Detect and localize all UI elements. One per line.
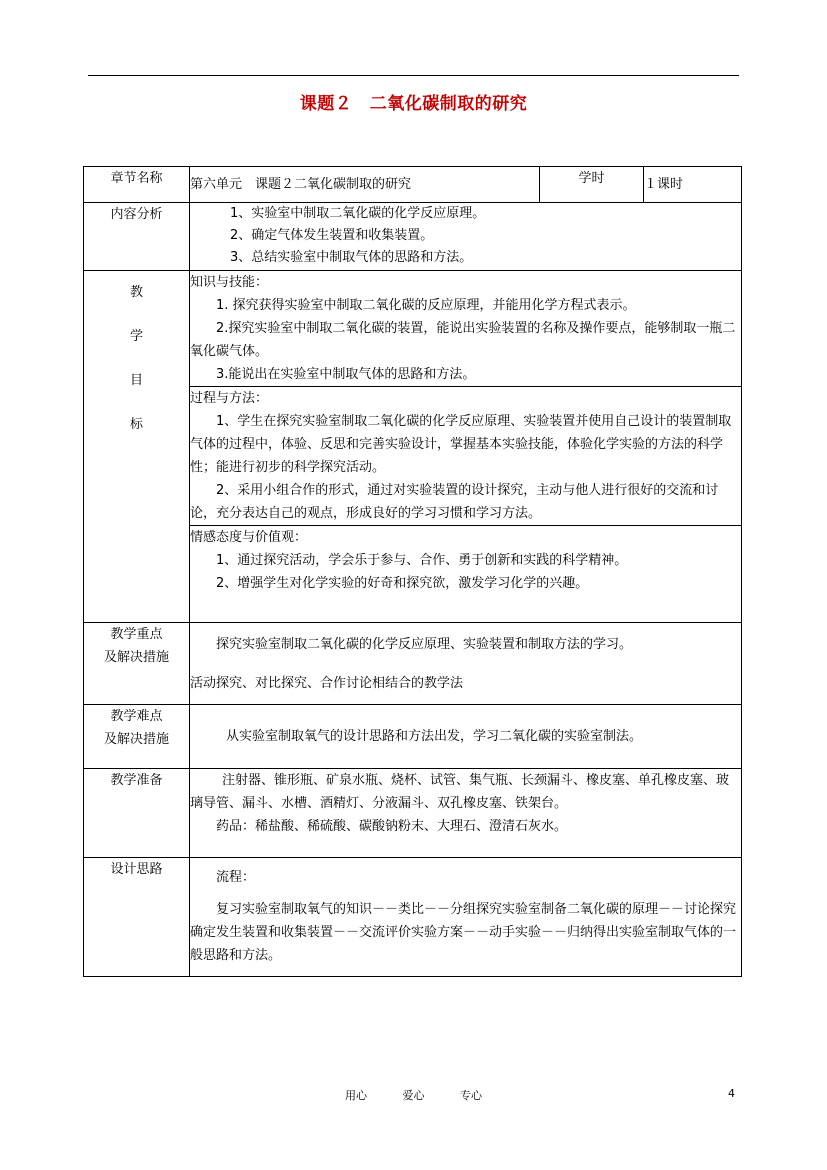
goals-label-char: 标 — [129, 417, 143, 432]
difficulties-text: 从实验室制取氧气的设计思路和方法出发，学习二氧化碳的实验室制法。 — [226, 729, 643, 744]
process-cell — [190, 387, 742, 526]
page-footer — [0, 1087, 827, 1103]
key-points-label-line: 及解决措施 — [103, 650, 169, 665]
content-analysis-label: 内容分析 — [84, 203, 190, 271]
knowledge-item: 2.探究实验室中制取二氧化碳的装置，能说出实验装置的名称及操作要点，能够制取一瓶二氧化碳气体。 — [190, 321, 736, 359]
chapter-label: 章节名称 — [84, 167, 190, 203]
process-item: 2、采用小组合作的形式，通过对实验装置的设计探究，主动与他人进行很好的交流和讨论，充分表达自己的观点，形成良好的学习习惯和学习方法。 — [190, 483, 719, 521]
goal-knowledge-row — [84, 271, 742, 387]
design-cell — [190, 858, 742, 977]
analysis-item: 1、实验室中制取二氧化碳的化学反应原理。 — [230, 206, 486, 221]
key-points-method: 活动探究、对比探究、合作讨论相结合的教学法 — [190, 675, 464, 691]
difficulties-cell — [190, 705, 742, 769]
chapter-value: 第六单元 课题２二氧化碳制取的研究 — [190, 167, 540, 203]
knowledge-item: 3.能说出在实验室中制取气体的思路和方法。 — [216, 367, 476, 382]
content-analysis-row — [84, 203, 742, 271]
difficulties-label-line: 及解决措施 — [103, 732, 169, 747]
design-label: 设计思路 — [84, 858, 190, 977]
key-points-cell — [190, 623, 742, 705]
goals-label-char: 教 — [129, 285, 143, 300]
page-number: 4 — [728, 1087, 735, 1100]
analysis-item: 3、总结实验室中制取气体的思路和方法。 — [230, 250, 473, 265]
knowledge-cell — [190, 271, 742, 387]
difficulties-row — [84, 705, 742, 769]
hours-value: １课时 — [644, 167, 742, 203]
preparation-equipment: 注射器、锥形瓶、矿泉水瓶、烧杯、试管、集气瓶、长颈漏斗、橡皮塞、单孔橡皮塞、玻璃导管、漏斗、水槽、酒精灯、分液漏斗、双孔橡皮塞、铁架台。 — [190, 773, 730, 811]
header-rule — [88, 75, 739, 76]
difficulties-label-line: 教学难点 — [110, 709, 163, 724]
attitude-item: 2、增强学生对化学实验的好奇和探究欲，激发学习化学的兴趣。 — [216, 576, 589, 591]
footer-motto: 爱心 — [402, 1089, 425, 1102]
knowledge-item: 1. 探究获得实验室中制取二氧化碳的反应原理，并能用化学方程式表示。 — [216, 298, 636, 313]
chapter-row — [84, 167, 742, 203]
process-heading: 过程与方法： — [190, 391, 269, 406]
design-heading: 流程： — [216, 870, 256, 885]
process-item: 1、学生在探究实验室制取二氧化碳的化学反应原理、实验装置并使用自己设计的装置制取气体的过程中，体验、反思和完善实验设计，掌握基本实验技能，体验化学实验的方法的科学性；能进行初步的科学探究活动。 — [190, 414, 732, 475]
goals-label — [84, 271, 190, 623]
design-text: 复习实验室制取氧气的知识－－类比－－分组探究实验室制备二氧化碳的原理－－讨论探究确定发生装置和收集装置－－交流评价实验方案－－动手实验－－归纳得出实验室制取气体的一般思路和方法。 — [190, 902, 737, 963]
preparation-chemicals: 药品：稀盐酸、稀硫酸、碳酸钠粉末、大理石、澄清石灰水。 — [216, 819, 568, 834]
analysis-item: 2、确定气体发生装置和收集装置。 — [230, 228, 434, 243]
preparation-row — [84, 769, 742, 858]
content-analysis-cell — [190, 203, 742, 271]
hours-label: 学时 — [540, 167, 644, 203]
preparation-cell — [190, 769, 742, 858]
lesson-plan-table — [83, 166, 742, 977]
key-points-text: 探究实验室制取二氧化碳的化学反应原理、实验装置和制取方法的学习。 — [216, 636, 633, 652]
page-title: 课题２ 二氧化碳制取的研究 — [299, 94, 528, 114]
attitude-cell — [190, 526, 742, 623]
knowledge-heading: 知识与技能： — [190, 275, 269, 290]
footer-motto: 用心 — [345, 1089, 367, 1102]
attitude-heading: 情感态度与价值观： — [190, 530, 308, 545]
design-row — [84, 858, 742, 977]
key-points-label-line: 教学重点 — [110, 627, 163, 642]
attitude-item: 1、通过探究活动，学会乐于参与、合作、勇于创新和实践的科学精神。 — [216, 553, 628, 568]
goals-label-char: 目 — [129, 373, 143, 388]
key-points-label — [84, 623, 190, 705]
preparation-label: 教学准备 — [84, 769, 190, 858]
goals-label-char: 学 — [129, 329, 143, 344]
difficulties-label — [84, 705, 190, 769]
footer-motto: 专心 — [460, 1089, 482, 1102]
key-points-row — [84, 623, 742, 705]
